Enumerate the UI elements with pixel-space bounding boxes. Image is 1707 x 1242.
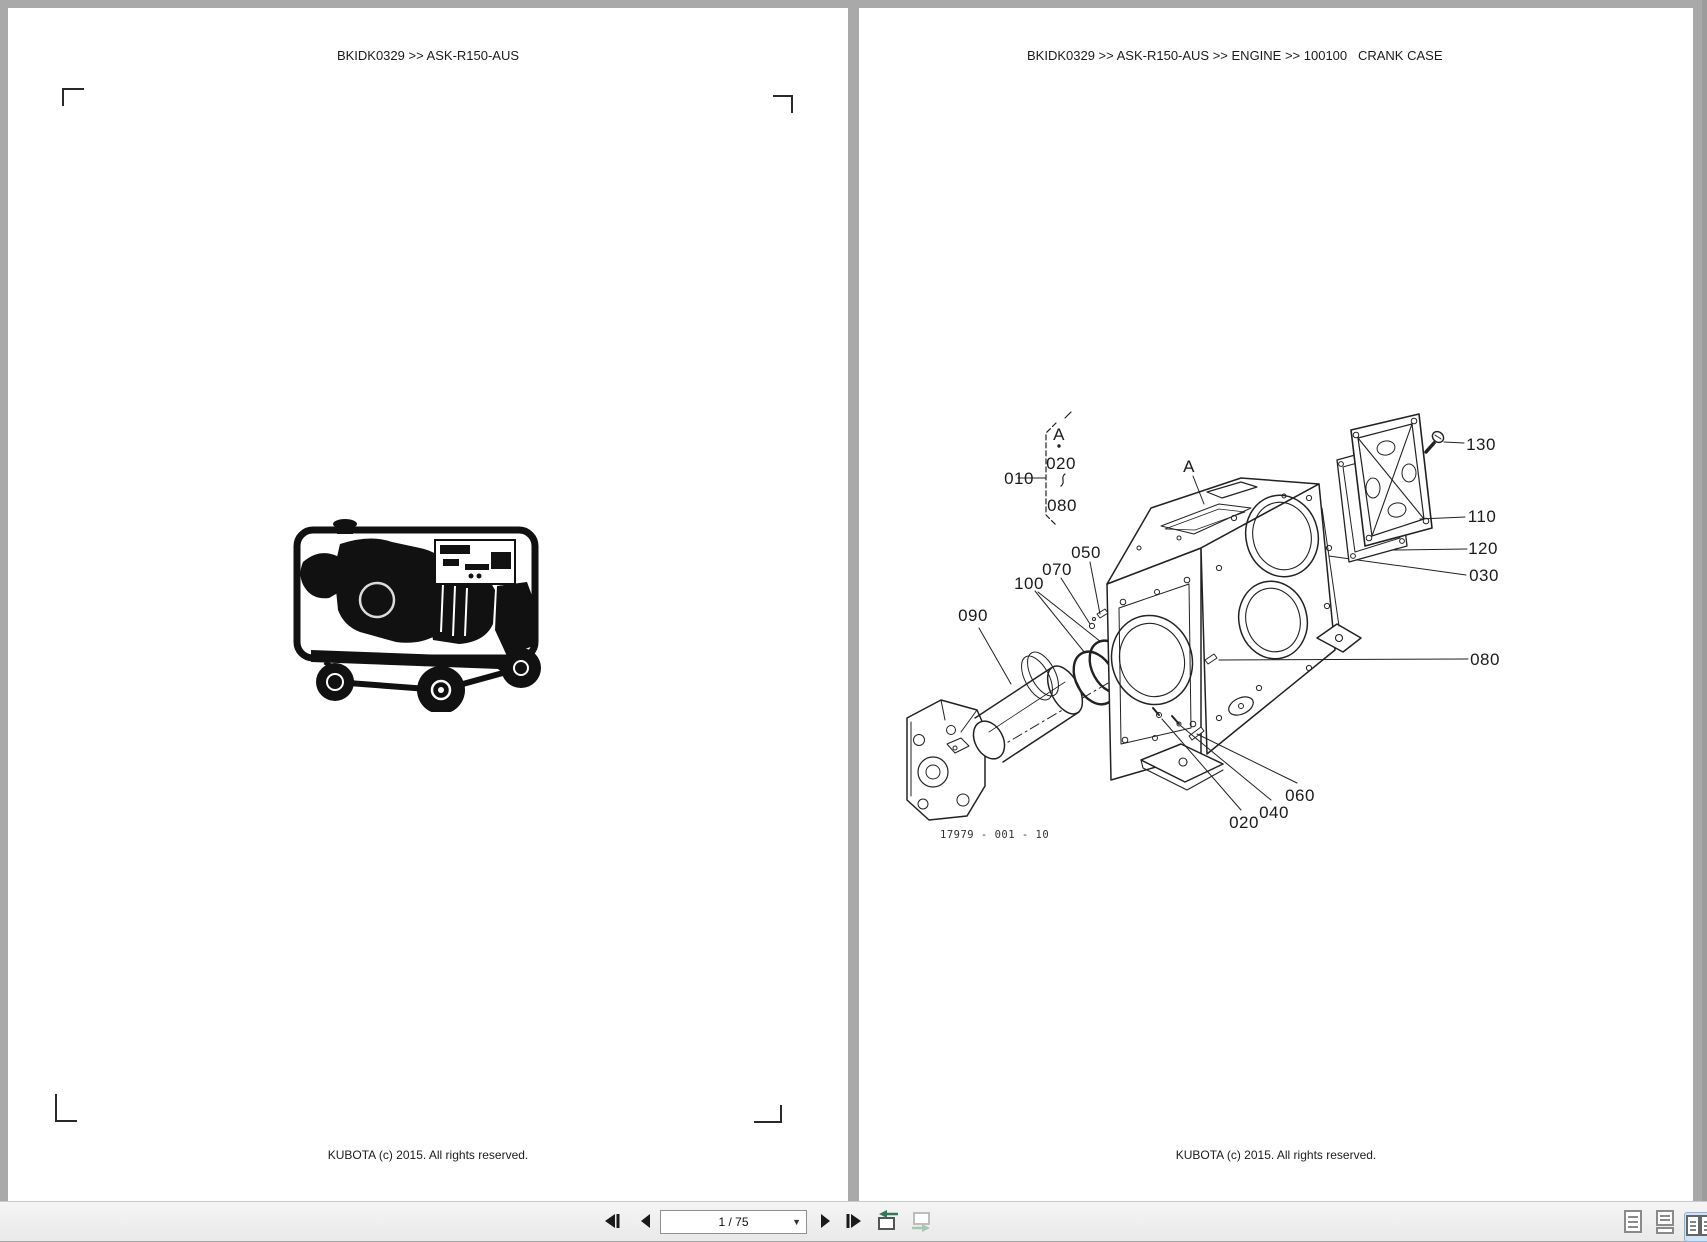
next-view-button[interactable]	[908, 1209, 934, 1235]
generator-photo	[285, 512, 550, 712]
callout-020: 020	[1229, 813, 1259, 832]
page-number-field[interactable]	[660, 1210, 807, 1234]
previous-page-icon	[637, 1212, 655, 1230]
callout-090: 090	[958, 606, 988, 625]
callout-070: 070	[1042, 560, 1072, 579]
continuous-layout-icon	[1654, 1210, 1676, 1234]
callout-060: 060	[1285, 786, 1315, 805]
callout-110: 110	[1467, 507, 1497, 526]
first-page-icon	[601, 1212, 623, 1230]
previous-page-button[interactable]	[633, 1209, 659, 1235]
next-page-icon	[816, 1212, 834, 1230]
callout-100: 100	[1014, 574, 1044, 593]
bolt-part	[1426, 429, 1446, 452]
single-page-layout-button[interactable]	[1620, 1210, 1646, 1236]
single-page-layout-icon	[1622, 1210, 1644, 1234]
next-page-button[interactable]	[812, 1209, 838, 1235]
callout-group-a: A	[1053, 425, 1065, 444]
right-page-footer: KUBOTA (c) 2015. All rights reserved.	[1175, 1148, 1377, 1162]
callout-130: 130	[1466, 435, 1496, 454]
crank-case-parts-diagram	[889, 388, 1539, 888]
left-page-header: BKIDK0329 >> ASK-R150-AUS	[336, 48, 520, 63]
figure-number: 17979 - 001 - 10	[940, 829, 1050, 841]
previous-view-button[interactable]	[873, 1209, 899, 1235]
crop-mark-bottom-right-icon	[754, 1105, 782, 1123]
callout-block-a: A	[1183, 457, 1195, 476]
right-edge-shade	[1702, 0, 1707, 1202]
callout-040: 040	[1259, 803, 1289, 822]
continuous-layout-button[interactable]	[1652, 1210, 1678, 1236]
generator-silhouette	[297, 519, 541, 712]
page-indicator: 1 / 75	[718, 1215, 749, 1229]
side-cover-plate-part	[1351, 414, 1432, 546]
right-page-header: BKIDK0329 >> ASK-R150-AUS >> ENGINE >> 100100 CRANK CASE	[1027, 48, 1443, 63]
previous-view-icon	[873, 1209, 901, 1233]
viewer-toolbar	[0, 1201, 1707, 1241]
callout-010: 010	[1004, 469, 1034, 488]
crank-case-block	[1100, 478, 1361, 790]
callout-050: 050	[1071, 543, 1101, 562]
cylinder-liner-part	[967, 647, 1089, 764]
document-page-left	[8, 8, 848, 1202]
callout-group-080: 080	[1047, 496, 1077, 515]
first-page-button[interactable]	[599, 1209, 625, 1235]
callout-group-020: 020	[1046, 454, 1076, 473]
gear-pump-part	[907, 700, 985, 820]
callout-030: 030	[1469, 566, 1499, 585]
next-view-icon	[908, 1209, 936, 1233]
crop-mark-bottom-left-icon	[55, 1094, 77, 1122]
callout-120: 120	[1468, 539, 1498, 558]
two-page-layout-icon	[1685, 1213, 1707, 1239]
two-page-layout-button[interactable]	[1684, 1212, 1707, 1242]
page-dropdown-caret-icon[interactable]: ▼	[792, 1217, 801, 1227]
left-page-footer: KUBOTA (c) 2015. All rights reserved.	[327, 1148, 529, 1162]
crop-mark-top-right-icon	[773, 95, 793, 113]
document-page-right	[859, 8, 1693, 1202]
callout-080: 080	[1470, 650, 1500, 669]
crop-mark-top-left-icon	[62, 88, 84, 106]
last-page-icon	[843, 1212, 865, 1230]
last-page-button[interactable]	[841, 1209, 867, 1235]
